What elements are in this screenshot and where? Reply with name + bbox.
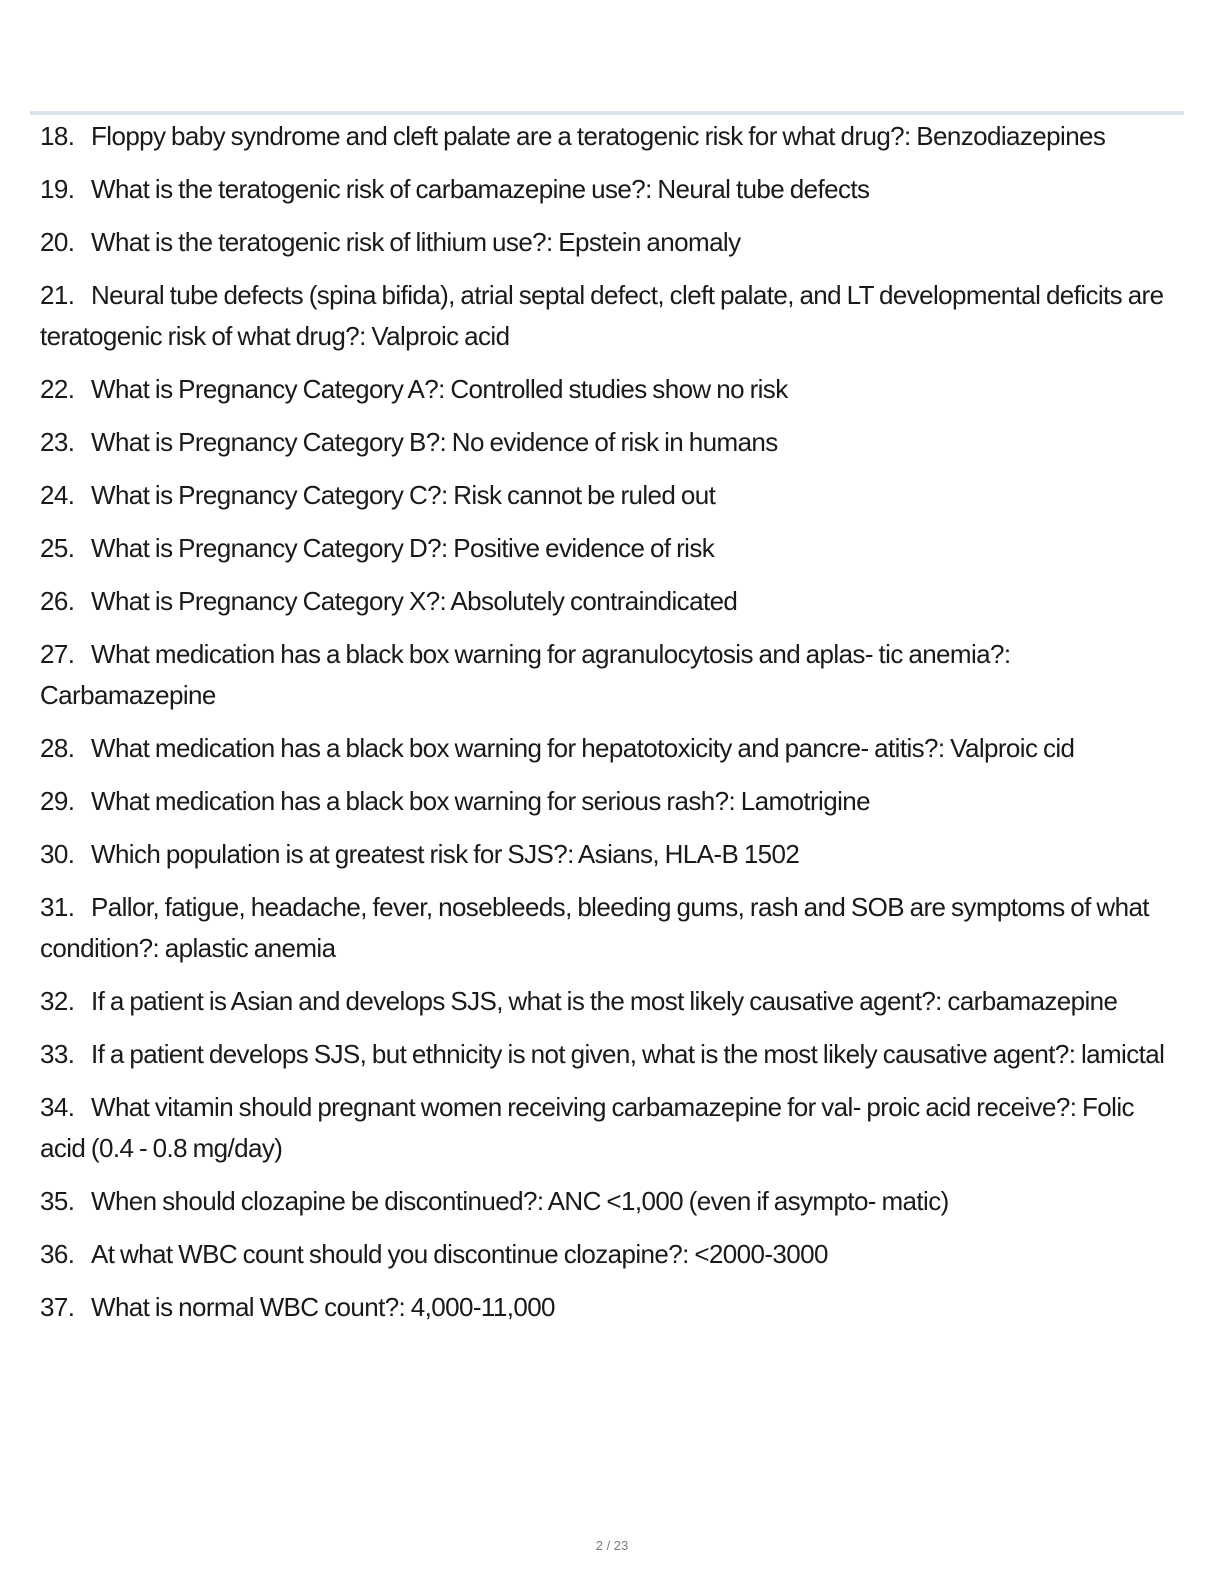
qa-number: 21.	[40, 280, 75, 310]
page-indicator: 2 / 23	[595, 1538, 629, 1553]
qa-item	[40, 222, 1170, 263]
qa-item	[40, 169, 1170, 210]
qa-number: 34.	[40, 1092, 75, 1122]
qa-item	[40, 634, 1170, 716]
qa-number: 37.	[40, 1292, 75, 1322]
qa-item	[40, 1087, 1170, 1169]
qa-item	[40, 275, 1170, 357]
qa-text: What is normal WBC count?: 4,000-11,000	[91, 1292, 555, 1322]
qa-item	[40, 475, 1170, 516]
qa-item	[40, 1034, 1170, 1075]
qa-item	[40, 981, 1170, 1022]
qa-item	[40, 834, 1170, 875]
qa-text: What medication has a black box warning for hepatotoxicity and pancre- atitis?: Valproic cid	[91, 733, 1075, 763]
qa-text: What is the teratogenic risk of carbamazepine use?: Neural tube defects	[91, 174, 870, 204]
qa-number: 30.	[40, 839, 75, 869]
qa-number: 19.	[40, 174, 75, 204]
qa-number: 31.	[40, 892, 75, 922]
qa-text: If a patient is Asian and develops SJS, what is the most likely causative agent?: carbamazepine	[91, 986, 1118, 1016]
qa-number: 28.	[40, 733, 75, 763]
qa-text: Neural tube defects (spina bifida), atrial septal defect, cleft palate, and LT developmental deficits are teratogenic risk of what drug?: Valproic acid	[40, 280, 1164, 351]
qa-item	[40, 116, 1170, 157]
qa-item	[40, 781, 1170, 822]
qa-text: What is Pregnancy Category X?: Absolutely contraindicated	[91, 586, 738, 616]
qa-item	[40, 581, 1170, 622]
qa-text: What is Pregnancy Category B?: No evidence of risk in humans	[91, 427, 778, 457]
qa-item	[40, 728, 1170, 769]
qa-text: Which population is at greatest risk for SJS?: Asians, HLA-B 1502	[91, 839, 800, 869]
qa-item	[40, 1234, 1170, 1275]
qa-text: What is Pregnancy Category A?: Controlled studies show no risk	[91, 374, 788, 404]
qa-number: 20.	[40, 227, 75, 257]
qa-number: 35.	[40, 1186, 75, 1216]
qa-item	[40, 369, 1170, 410]
qa-item	[40, 1181, 1170, 1222]
qa-number: 23.	[40, 427, 75, 457]
qa-number: 32.	[40, 986, 75, 1016]
qa-text: Floppy baby syndrome and cleft palate are a teratogenic risk for what drug?: Benzodiazepines	[91, 121, 1106, 151]
top-divider	[30, 111, 1184, 115]
qa-list	[40, 116, 1170, 1340]
qa-number: 25.	[40, 533, 75, 563]
qa-text: At what WBC count should you discontinue clozapine?: <2000-3000	[91, 1239, 828, 1269]
qa-item	[40, 1287, 1170, 1328]
qa-text: What is Pregnancy Category C?: Risk cannot be ruled out	[91, 480, 716, 510]
qa-item	[40, 422, 1170, 463]
qa-text: When should clozapine be discontinued?: ANC <1,000 (even if asympto- matic)	[91, 1186, 949, 1216]
qa-number: 26.	[40, 586, 75, 616]
qa-number: 33.	[40, 1039, 75, 1069]
qa-text: Pallor, fatigue, headache, fever, nosebleeds, bleeding gums, rash and SOB are symptoms of what condition?: aplastic anemia	[40, 892, 1149, 963]
qa-text: What is Pregnancy Category D?: Positive evidence of risk	[91, 533, 715, 563]
qa-number: 24.	[40, 480, 75, 510]
qa-text: What medication has a black box warning for serious rash?: Lamotrigine	[91, 786, 870, 816]
qa-text: What medication has a black box warning for agranulocytosis and aplas- tic anemia?: Carbamazepine	[40, 639, 1011, 710]
qa-item	[40, 887, 1170, 969]
qa-text: If a patient develops SJS, but ethnicity is not given, what is the most likely causative agent?: lamictal	[91, 1039, 1165, 1069]
qa-number: 27.	[40, 639, 75, 669]
qa-number: 29.	[40, 786, 75, 816]
qa-item	[40, 528, 1170, 569]
qa-number: 36.	[40, 1239, 75, 1269]
qa-number: 18.	[40, 121, 75, 151]
qa-number: 22.	[40, 374, 75, 404]
qa-text: What is the teratogenic risk of lithium use?: Epstein anomaly	[91, 227, 741, 257]
qa-text: What vitamin should pregnant women receiving carbamazepine for val- proic acid receive?: Folic acid (0.4 - 0.8 mg/day)	[40, 1092, 1134, 1163]
